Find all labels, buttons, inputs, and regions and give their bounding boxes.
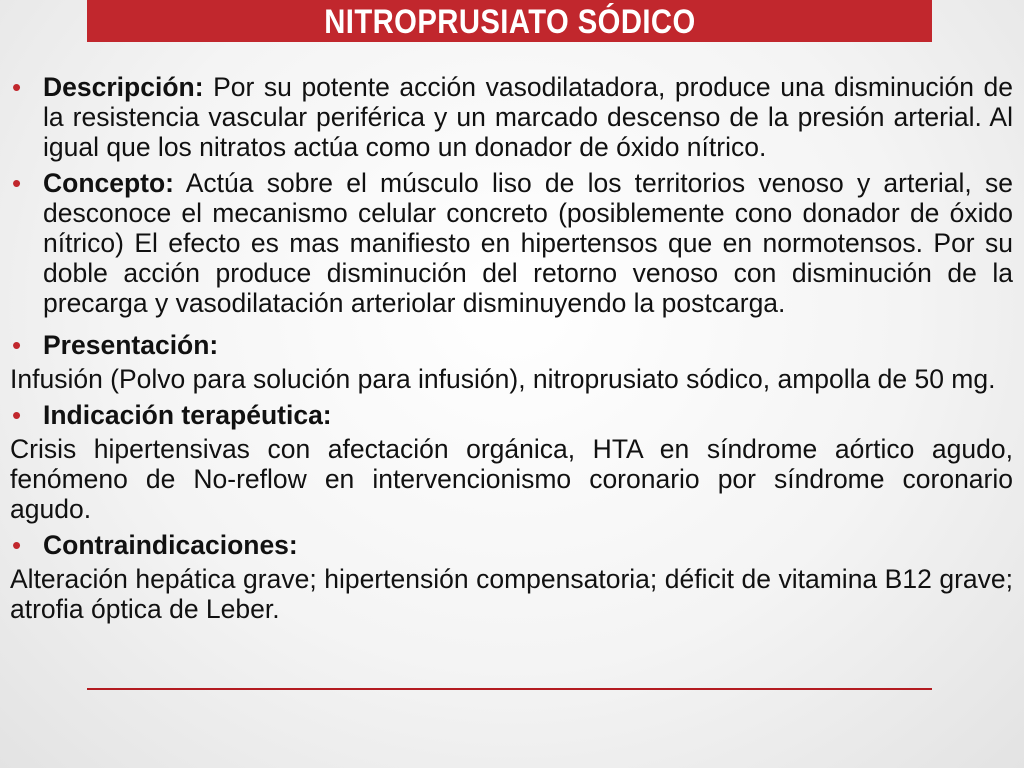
bullet-icon: • bbox=[12, 72, 22, 102]
bullet-icon: • bbox=[12, 400, 22, 430]
presentacion-text: Infusión (Polvo para solución para infusión), nitroprusiato sódico, ampolla de 50 mg. bbox=[10, 364, 996, 394]
descripcion-text: Por su potente acción vasodilatadora, produce una disminución de la resistencia vascular periférica y un marcado descenso de la presión arterial. Al igual que los nitratos actúa como un donador de óxido nítrico. bbox=[43, 72, 1013, 162]
bullet-icon: • bbox=[12, 530, 22, 560]
bullet-descripcion bbox=[10, 72, 1013, 162]
slide-content bbox=[10, 72, 1013, 624]
descripcion-label: Descripción: bbox=[43, 72, 204, 102]
bullet-contraindicaciones bbox=[10, 530, 1013, 560]
slide-title: NITROPRUSIATO SÓDICO bbox=[323, 2, 696, 41]
indicacion-text: Crisis hipertensivas con afectación orgánica, HTA en síndrome aórtico agudo, fenómeno de No-reflow en intervencionismo coronario por síndrome coronario agudo. bbox=[10, 434, 1013, 524]
contraindicaciones-label: Contraindicaciones: bbox=[43, 530, 298, 560]
concepto-text: Actúa sobre el músculo liso de los territorios venoso y arterial, se desconoce el mecanismo celular concreto (posiblemente cono donador de óxido nítrico) El efecto es mas manifiesto en hipertensos que en normotensos. Por su doble acción produce disminución del retorno venoso con disminución de la precarga y vasodilatación arteriolar disminuyendo la postcarga. bbox=[43, 168, 1013, 318]
title-bar bbox=[87, 0, 932, 42]
presentacion-label: Presentación: bbox=[43, 330, 219, 360]
red-underline-annotation bbox=[87, 688, 932, 690]
concepto-label: Concepto: bbox=[43, 168, 175, 198]
bullet-icon: • bbox=[12, 330, 22, 360]
bullet-indicacion bbox=[10, 400, 1013, 430]
bullet-icon: • bbox=[12, 168, 22, 198]
bullet-concepto bbox=[10, 168, 1013, 318]
indicacion-label: Indicación terapéutica: bbox=[43, 400, 332, 430]
bullet-presentacion bbox=[10, 330, 1013, 360]
contraindicaciones-text: Alteración hepática grave; hipertensión compensatoria; déficit de vitamina B12 grave; atrofia óptica de Leber. bbox=[10, 564, 1013, 624]
